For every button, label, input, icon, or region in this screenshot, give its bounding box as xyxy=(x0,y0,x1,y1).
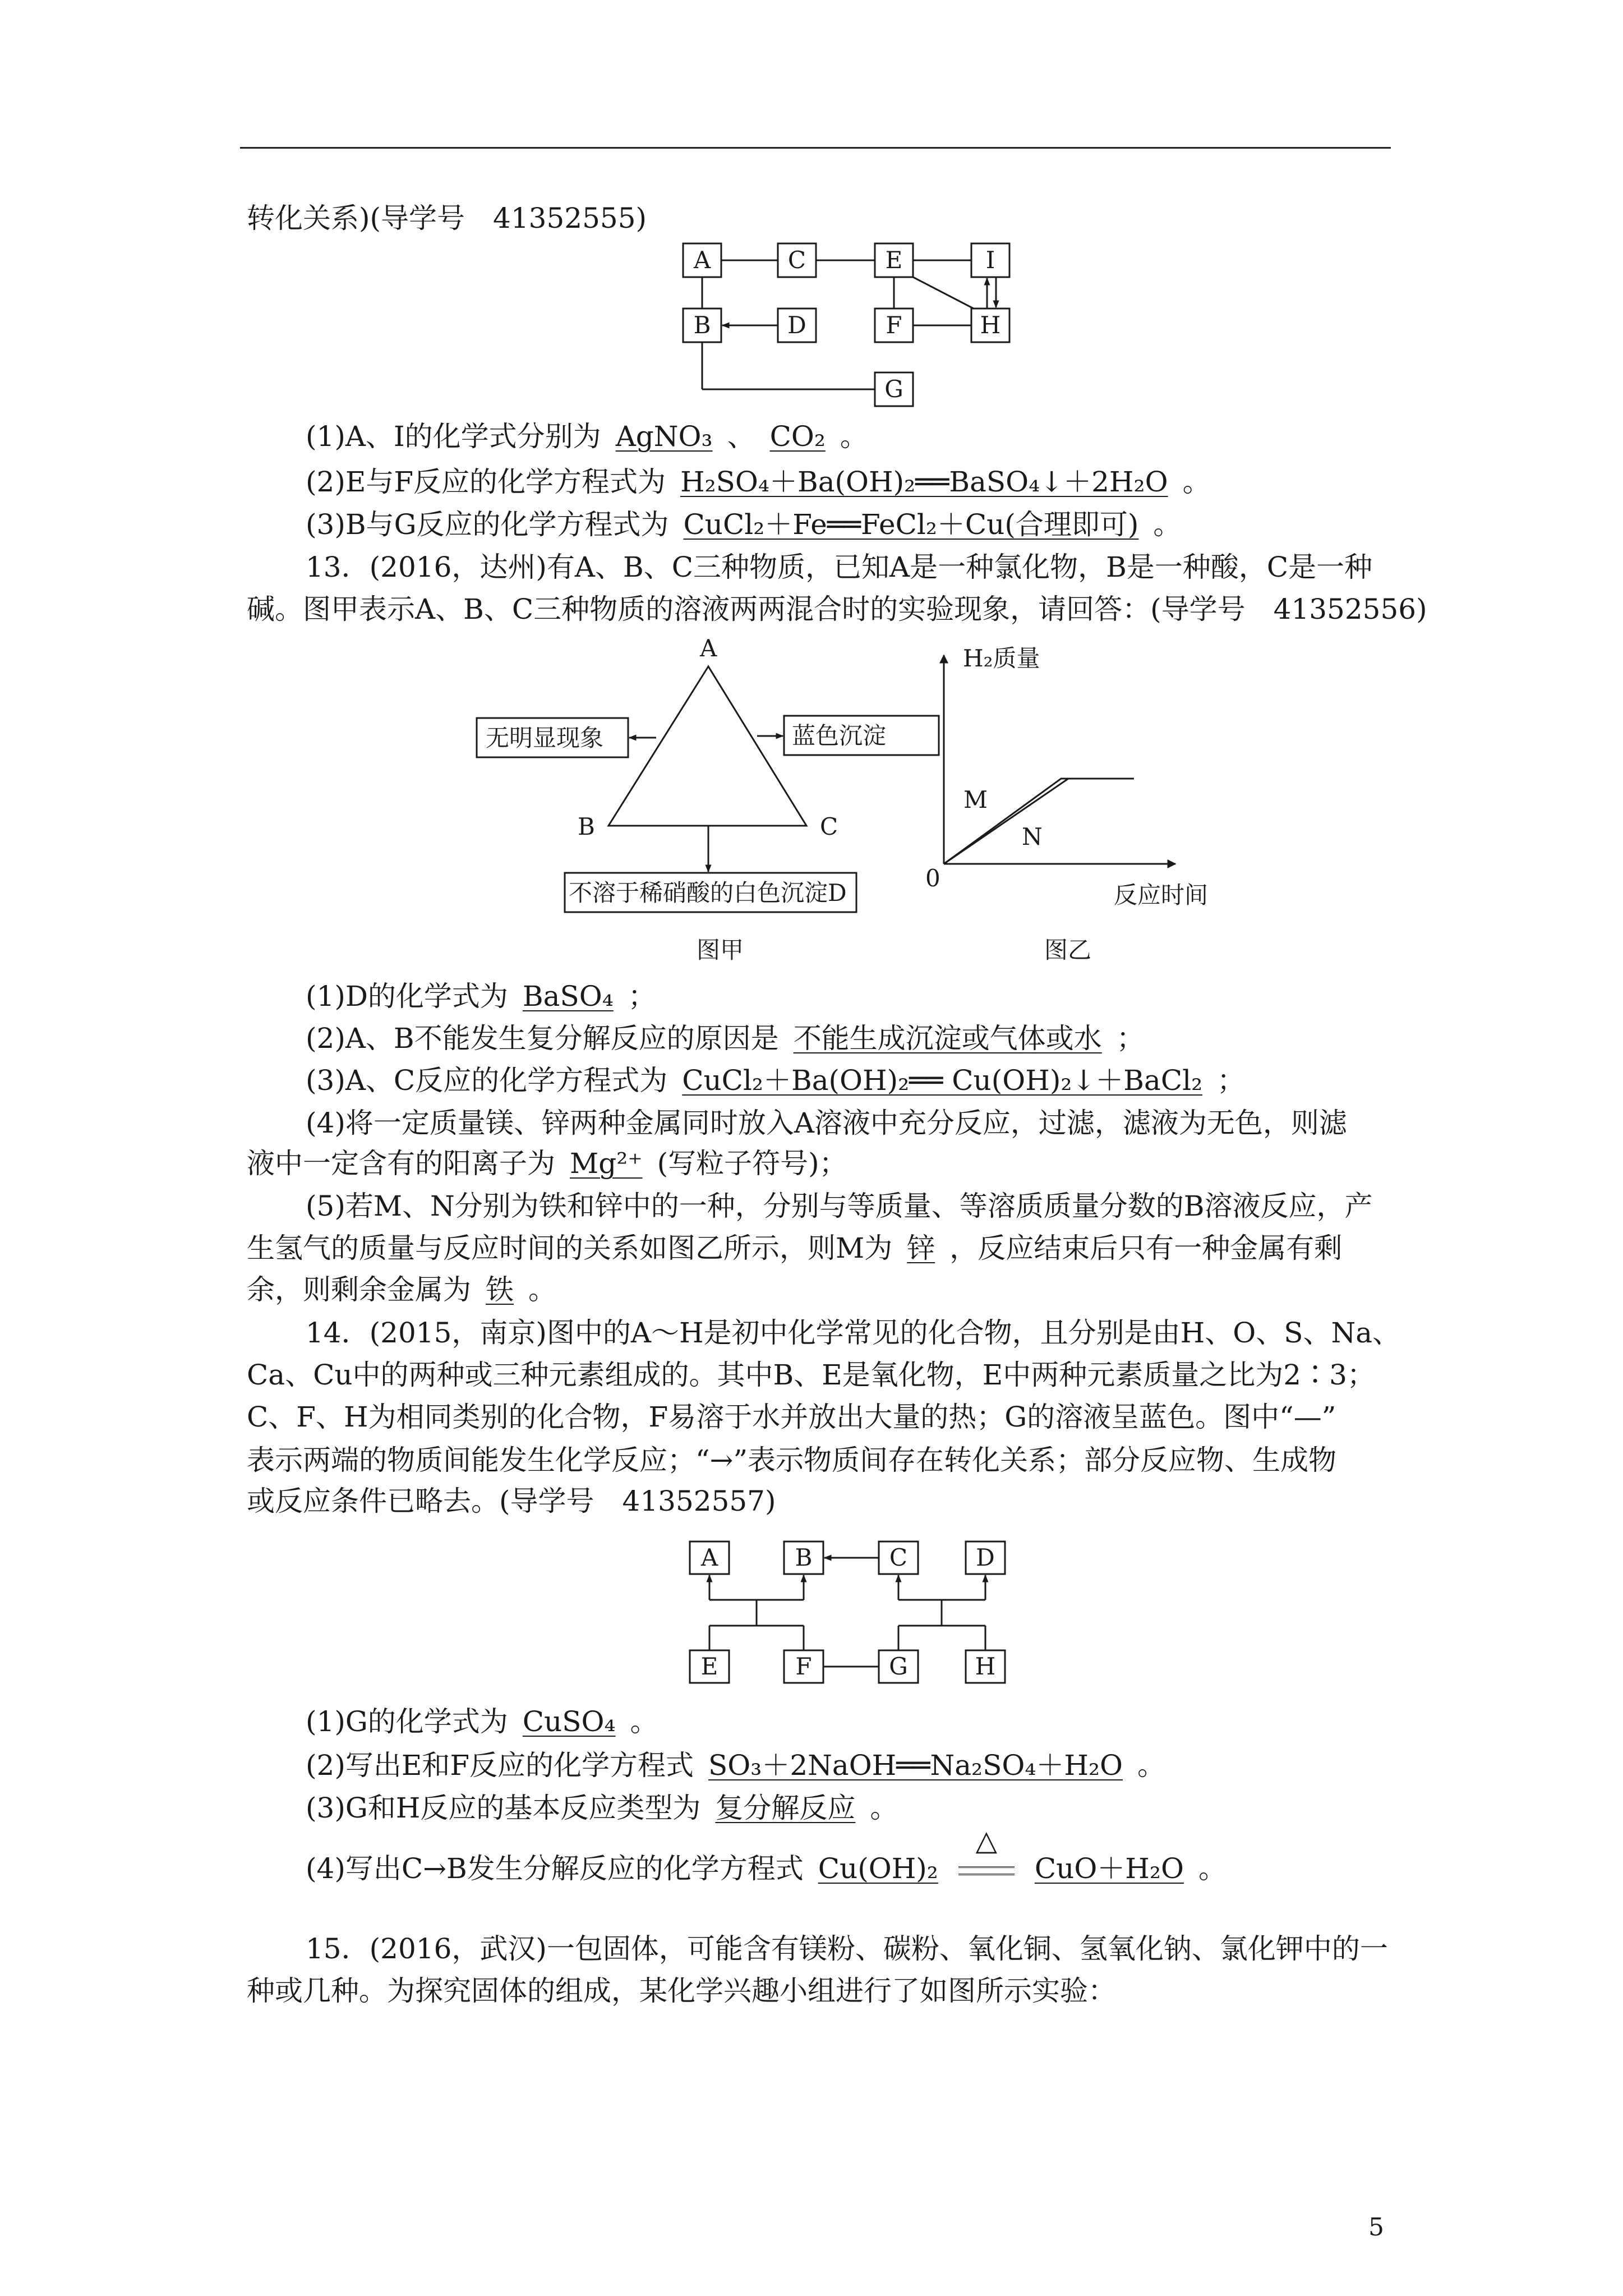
heating-condition: △ xyxy=(953,1851,1020,1886)
q13-answer-5: 生氢气的质量与反应时间的关系如图乙所示，则M为 锌 ，反应结束后只有一种金属有剩 xyxy=(247,1232,1343,1264)
q12-answer-3: (3)B与G反应的化学方程式为 CuCl₂＋Fe══FeCl₂＋Cu(合理即可) 。 xyxy=(306,508,1182,541)
series-n-label: N xyxy=(1022,823,1043,850)
q15-stem-2: 种或几种。为探究固体的组成，某化学兴趣小组进行了如图所示实验： xyxy=(247,1975,1116,2007)
q14-answer-2: (2)写出E和F反应的化学方程式 SO₃＋2NaOH══Na₂SO₄＋H₂O 。 xyxy=(306,1749,1166,1782)
node-e: E xyxy=(885,246,903,274)
node-b: B xyxy=(693,311,711,339)
q13-answer-3: (3)A、C反应的化学方程式为 CuCl₂＋Ba(OH)₂══ Cu(OH)₂↓＋BaCl₂ ； xyxy=(306,1064,1246,1097)
box-blue-precipitate: 蓝色沉淀 xyxy=(792,722,887,749)
q13-answer-1: (1)D的化学式为 BaSO₄ ； xyxy=(306,980,656,1013)
q14-answer-3: (3)G和H反应的基本反应类型为 复分解反应 。 xyxy=(306,1792,898,1824)
x-axis-label: 反应时间 xyxy=(1114,881,1209,909)
q14-stem-5: 或反应条件已略去。(导学号 41352557) xyxy=(247,1485,776,1517)
caption-fig-a: 图甲 xyxy=(697,936,744,964)
q13-stem-1: 13．(2016，达州)有A、B、C三种物质，已知A是一种氯化物，B是一种酸，C是一种 xyxy=(306,551,1373,583)
box-white-precipitate-d: 不溶于稀硝酸的白色沉淀D xyxy=(569,879,847,907)
node-g: G xyxy=(884,375,903,403)
d2-node-d: D xyxy=(976,1544,995,1571)
q14-stem-1: 14．(2015，南京)图中的A～H是初中化学常见的化合物，且分别是由H、O、S、Na、 xyxy=(306,1317,1401,1349)
d2-node-f: F xyxy=(795,1653,812,1680)
q13-q5-line-1: (5)若M、N分别为铁和锌中的一种，分别与等质量、等溶质质量分数的B溶液反应，产 xyxy=(306,1190,1373,1222)
caption-fig-b: 图乙 xyxy=(1044,936,1092,964)
q12-answer-2: (2)E与F反应的化学方程式为 H₂SO₄＋Ba(OH)₂══BaSO₄↓＋2H₂O 。 xyxy=(306,466,1211,498)
d2-node-e: E xyxy=(700,1653,718,1680)
node-d: D xyxy=(787,311,806,339)
node-f: F xyxy=(886,311,902,339)
q14-answer-1: (1)G的化学式为 CuSO₄ 。 xyxy=(306,1705,658,1738)
d2-node-a: A xyxy=(700,1544,718,1571)
tri-label-a: A xyxy=(700,634,717,662)
q13-q4-line-1: (4)将一定质量镁、锌两种金属同时放入A溶液中充分反应，过滤，滤液为无色，则滤 xyxy=(306,1107,1347,1139)
q15-stem-1: 15．(2016，武汉)一包固体，可能含有镁粉、碳粉、氧化铜、氢氧化钠、氯化钾中的一 xyxy=(306,1932,1388,1965)
q12-answer-1: (1)A、I的化学式分别为 AgNO₃ 、 CO₂ 。 xyxy=(306,420,868,453)
q13-answer-6: 余，则剩余金属为 铁 。 xyxy=(247,1273,556,1306)
intro-line: 转化关系)(导学号 41352555) xyxy=(247,202,647,234)
d2-node-b: B xyxy=(795,1544,813,1571)
q14-stem-2: Ca、Cu中的两种或三种元素组成的。其中B、E是氧化物，E中两种元素质量之比为2∶3； xyxy=(247,1359,1375,1391)
series-m-label: M xyxy=(963,786,988,813)
node-i: I xyxy=(985,246,995,274)
q14-answer-4: (4)写出C→B发生分解反应的化学方程式 Cu(OH)₂ △ CuO＋H₂O 。 xyxy=(306,1824,1227,1885)
q13-answer-2: (2)A、B不能发生复分解反应的原因是 不能生成沉淀或气体或水 ； xyxy=(306,1022,1145,1055)
y-axis-label: H₂质量 xyxy=(963,645,1040,672)
node-c: C xyxy=(787,246,806,274)
d2-node-g: G xyxy=(889,1653,908,1680)
tri-label-b: B xyxy=(578,813,595,840)
box-no-visible-change: 无明显现象 xyxy=(486,724,604,752)
d2-node-h: H xyxy=(975,1653,996,1680)
node-h: H xyxy=(980,311,1001,339)
tri-label-c: C xyxy=(820,813,838,840)
page-number: 5 xyxy=(1368,2213,1384,2242)
origin-label: 0 xyxy=(925,864,940,892)
q14-stem-3: C、F、H为相同类别的化合物，F易溶于水并放出大量的热；G的溶液呈蓝色。图中“—” xyxy=(247,1401,1336,1433)
d2-node-c: C xyxy=(889,1544,908,1571)
q13-stem-2: 碱。图甲表示A、B、C三种物质的溶液两两混合时的实验现象，请回答：(导学号 41352556) xyxy=(247,593,1427,625)
node-a: A xyxy=(693,246,711,274)
q13-answer-4: 液中一定含有的阳离子为 Mg²⁺ (写粒子符号)； xyxy=(247,1147,847,1180)
q14-stem-4: 表示两端的物质间能发生化学反应；“→”表示物质间存在转化关系；部分反应物、生成物 xyxy=(247,1444,1337,1476)
